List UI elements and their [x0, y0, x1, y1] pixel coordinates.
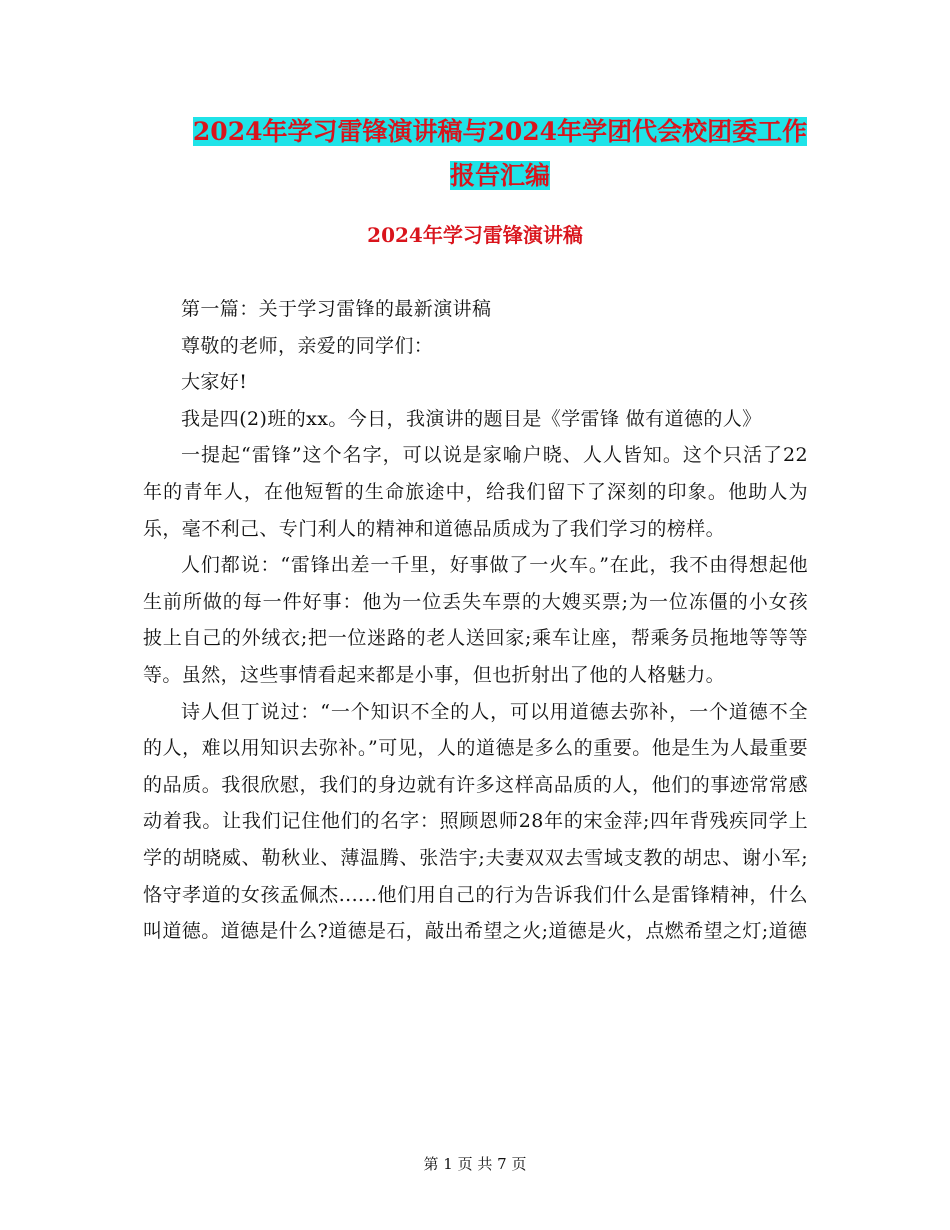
paragraph: 一提起“雷锋”这个名字，可以说是家喻户晓、人人皆知。这个只活了22年的青年人，在他短暂的生命旅途中，给我们留下了深刻的印象。他助人为乐，毫不利己、专门利人的精神和道德品质成为了我们学习的榜样。 [143, 444, 808, 540]
paragraph: 大家好! [181, 371, 248, 394]
page-footer: 第 1 页 共 7 页 [423, 1155, 527, 1173]
document-title [140, 110, 860, 198]
paragraph: 诗人但丁说过：“一个知识不全的人，可以用道德去弥补，一个道德不全的人，难以用知识去弥补。”可见，人的道德是多么的重要。他是生为人最重要的品质。我很欣慰，我们的身边就有许多这样高品质的人，他们的事迹常常感动着我。让我们记住他们的名字：照顾恩师28年的宋金萍;四年背残疾同学上学的胡晓威、勒秋业、薄温腾、张浩宇;夫妻双双去雪域支教的胡忠、谢小军;恪守孝道的女孩孟佩杰......他们用自己的行为告诉我们什么是雷锋精神，什么叫道德。道德是什么?道德是石，敲出希望之火;道德是火，点燃希望之灯;道德 [143, 700, 808, 943]
paragraph: 尊敬的老师，亲爱的同学们： [181, 334, 434, 357]
paragraph: 我是四(2)班的xx。今日，我演讲的题目是《学雷锋 做有道德的人》 [181, 407, 762, 430]
document-title-line2: 报告汇编 [449, 161, 550, 190]
section-title: 2024年学习雷锋演讲稿 [367, 223, 583, 247]
document-title-line1: 2024年学习雷锋演讲稿与2024年学团代会校团委工作 [192, 117, 808, 146]
document-body [143, 291, 808, 950]
paragraph: 第一篇：关于学习雷锋的最新演讲稿 [181, 298, 492, 320]
paragraph: 人们都说：“雷锋出差一千里，好事做了一火车。”在此，我不由得想起他生前所做的每一件好事：他为一位丢失车票的大嫂买票;为一位冻僵的小女孩披上自己的外绒衣;把一位迷路的老人送回家;乘车让座，帮乘务员拖地等等等等。虽然，这些事情看起来都是小事，但也折射出了他的人格魅力。 [143, 554, 808, 686]
